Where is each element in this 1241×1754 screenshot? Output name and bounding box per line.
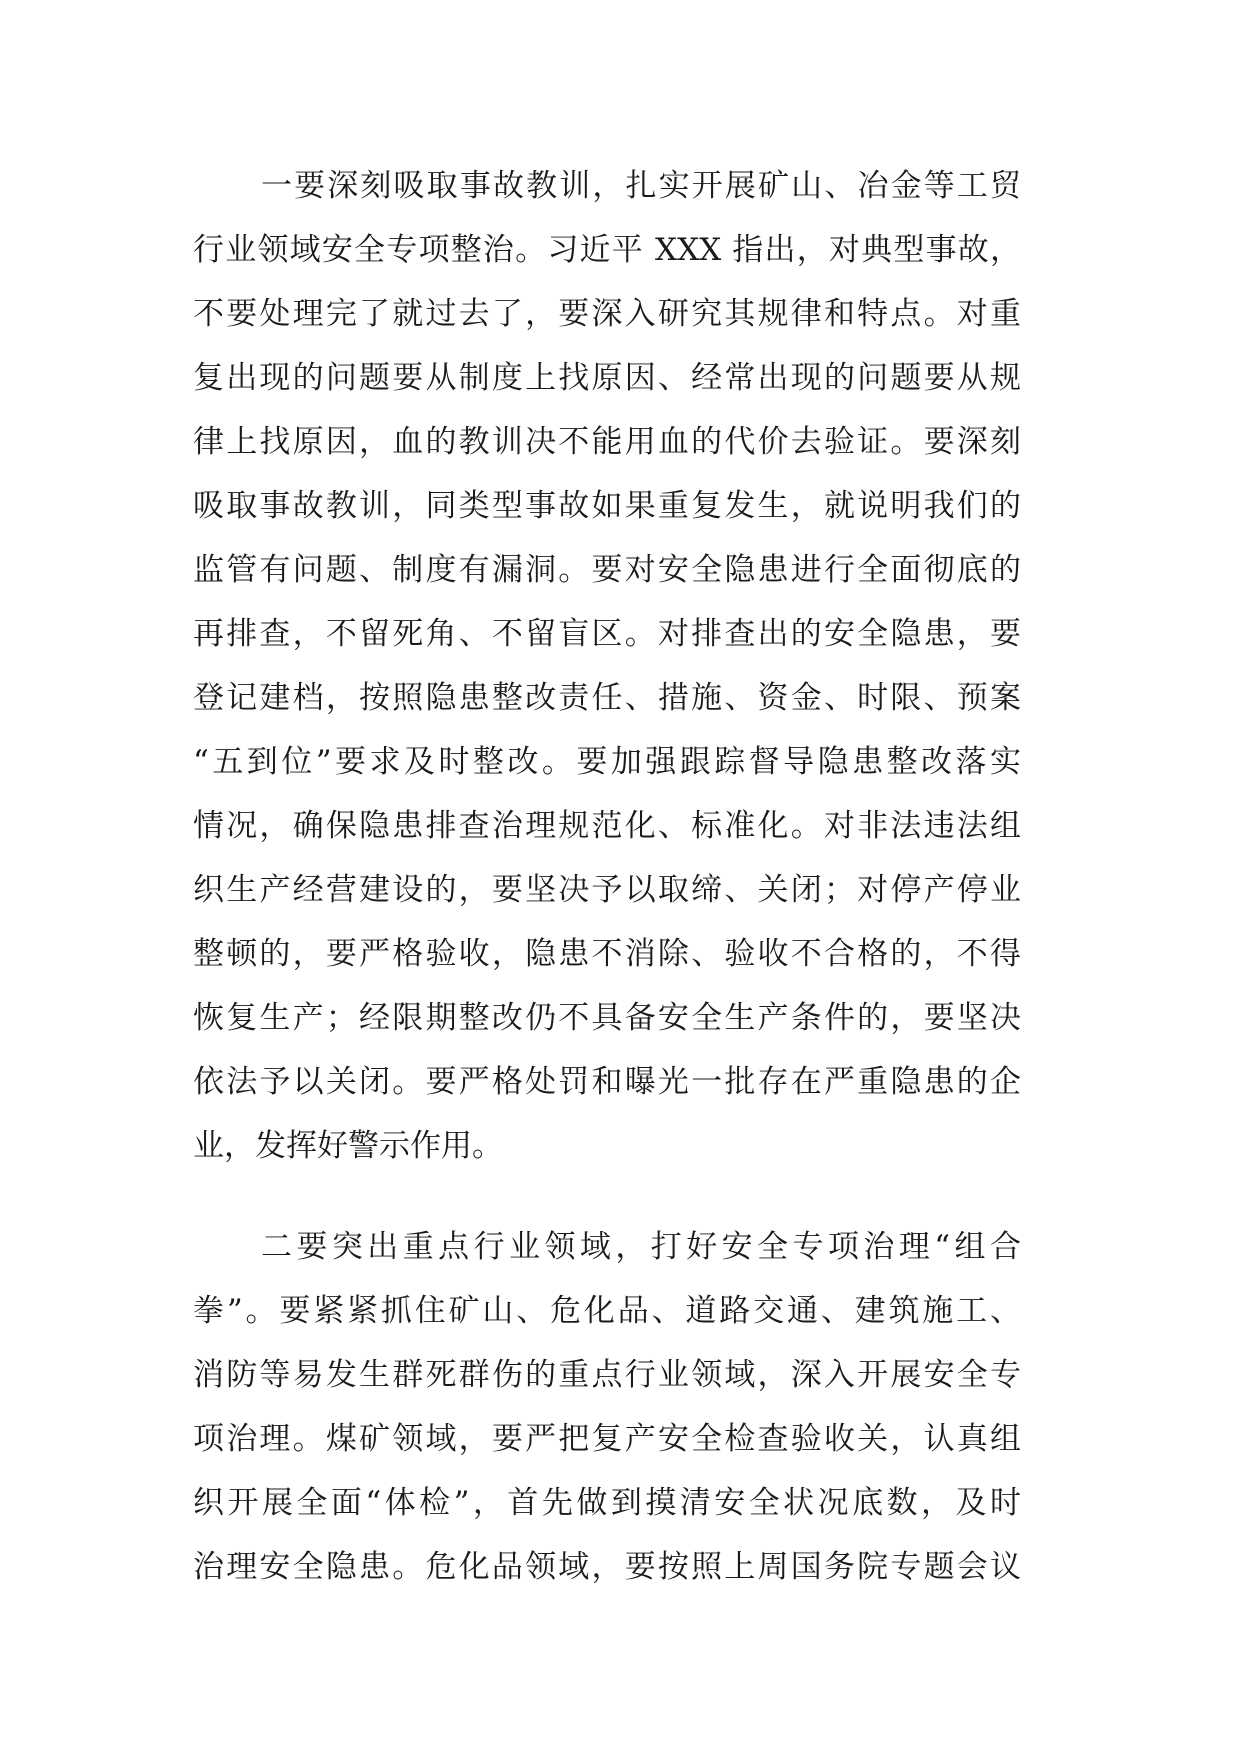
paragraph-spacer <box>193 1178 1021 1215</box>
text-line: 项治理。煤矿领域，要严把复产安全检查验收关，认真组 <box>193 1421 1021 1457</box>
text-line: 吸取事故教训，同类型事故如果重复发生，就说明我们的 <box>193 488 1021 524</box>
text-line: 依法予以关闭。要严格处罚和曝光一批存在严重隐患的企 <box>193 1064 1021 1100</box>
paragraph-2 <box>193 1215 1021 1599</box>
text-line: 拳”。要紧紧抓住矿山、危化品、道路交通、建筑施工、 <box>193 1293 1021 1329</box>
text-line: 织开展全面“体检”，首先做到摸清安全状况底数，及时 <box>193 1485 1021 1521</box>
text-line: 治理安全隐患。危化品领域，要按照上周国务院专题会议 <box>193 1549 1021 1585</box>
text-line: 律上找原因，血的教训决不能用血的代价去验证。要深刻 <box>193 424 1021 460</box>
text-line: 一要深刻吸取事故教训，扎实开展矿山、冶金等工贸 <box>261 168 1021 204</box>
text-line: 监管有问题、制度有漏洞。要对安全隐患进行全面彻底的 <box>193 552 1021 588</box>
text-line: 业，发挥好警示作用。 <box>193 1128 503 1164</box>
text-line: 复出现的问题要从制度上找原因、经常出现的问题要从规 <box>193 360 1021 396</box>
document-body <box>193 154 1021 1599</box>
text-line: 登记建档，按照隐患整改责任、措施、资金、时限、预案 <box>193 680 1021 716</box>
text-line: 不要处理完了就过去了，要深入研究其规律和特点。对重 <box>193 296 1021 332</box>
text-line: 消防等易发生群死群伤的重点行业领域，深入开展安全专 <box>193 1357 1021 1393</box>
paragraph-1 <box>193 154 1021 1178</box>
text-line: “五到位”要求及时整改。要加强跟踪督导隐患整改落实 <box>193 744 1021 780</box>
text-line: 情况，确保隐患排查治理规范化、标准化。对非法违法组 <box>193 808 1021 844</box>
text-line: 恢复生产；经限期整改仍不具备安全生产条件的，要坚决 <box>193 1000 1021 1036</box>
text-line: 二要突出重点行业领域，打好安全专项治理“组合 <box>261 1229 1021 1265</box>
text-line: 再排查，不留死角、不留盲区。对排查出的安全隐患，要 <box>193 616 1021 652</box>
text-line: 整顿的，要严格验收，隐患不消除、验收不合格的，不得 <box>193 936 1021 972</box>
text-line: 行业领域安全专项整治。习近平 XXX 指出，对典型事故， <box>193 232 1021 268</box>
text-line: 织生产经营建设的，要坚决予以取缔、关闭；对停产停业 <box>193 872 1021 908</box>
